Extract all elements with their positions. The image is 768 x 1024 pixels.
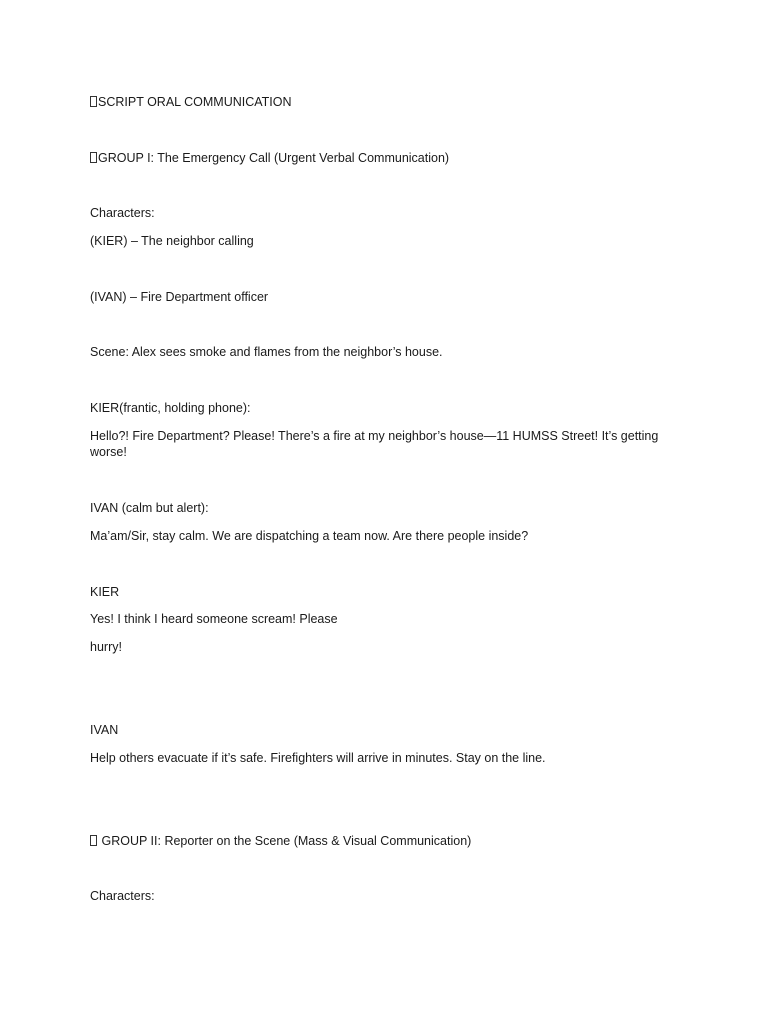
- characters-label: Characters:: [90, 206, 155, 220]
- dialogue-kier: Yes! I think I heard someone scream! Please: [90, 612, 338, 626]
- character-ivan: (IVAN) – Fire Department officer: [90, 290, 269, 304]
- missing-glyph-icon: [90, 152, 97, 163]
- character-kier: (KIER) – The neighbor calling: [90, 234, 254, 248]
- speaker-cue-ivan: IVAN (calm but alert):: [90, 501, 209, 515]
- group-two-heading: GROUP II: Reporter on the Scene (Mass & Visual Communication): [90, 833, 680, 849]
- dialogue-kier: Hello?! Fire Department? Please! There’s a fire at my neighbor’s house—11 HUMSS Street! It’s getting worse!: [90, 429, 659, 459]
- missing-glyph-icon: [90, 96, 97, 107]
- dialogue-kier: hurry!: [90, 640, 122, 654]
- document-title: SCRIPT ORAL COMMUNICATION: [90, 94, 680, 110]
- group-one-heading: GROUP I: The Emergency Call (Urgent Verbal Communication): [90, 150, 680, 166]
- speaker-cue-kier: KIER: [90, 585, 120, 599]
- dialogue-ivan: Ma’am/Sir, stay calm. We are dispatching a team now. Are there people inside?: [90, 529, 529, 543]
- speaker-cue-kier: KIER(frantic, holding phone):: [90, 401, 251, 415]
- characters-label: Characters:: [90, 889, 155, 903]
- dialogue-ivan: Help others evacuate if it’s safe. Firefighters will arrive in minutes. Stay on the line.: [90, 751, 546, 765]
- scene-description: Scene: Alex sees smoke and flames from the neighbor’s house.: [90, 345, 443, 359]
- missing-glyph-icon: [90, 835, 97, 846]
- speaker-cue-ivan: IVAN: [90, 723, 119, 737]
